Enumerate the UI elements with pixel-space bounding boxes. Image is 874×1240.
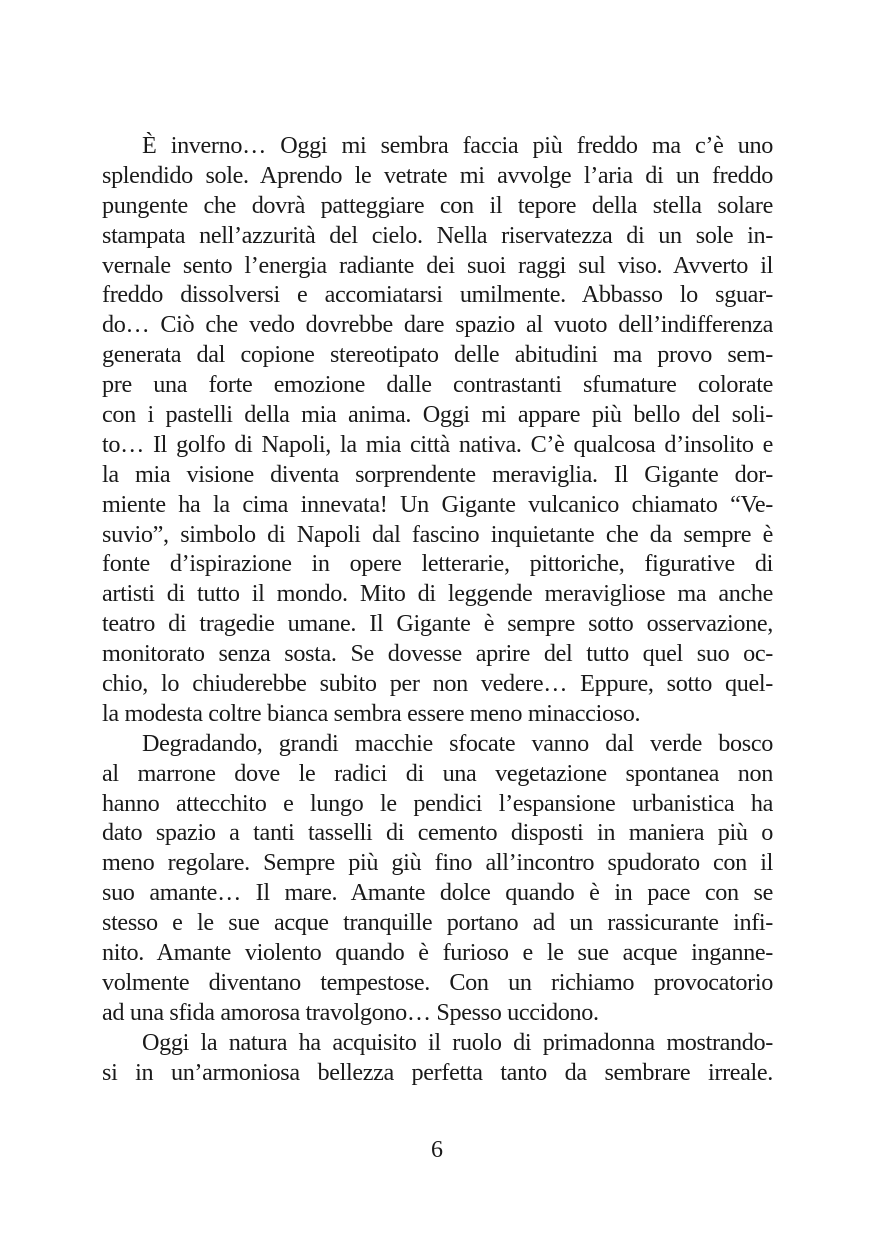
text-line: È inverno… Oggi mi sembra faccia più freddo ma c’è uno: [142, 132, 773, 159]
paragraph-1: [102, 131, 773, 729]
text-line: fonte d’ispirazione in opere letterarie, pittoriche, figurative di: [102, 550, 773, 578]
page-number: 6: [431, 1137, 443, 1163]
text-line: nito. Amante violento quando è furioso e le sue acque inganne-: [102, 939, 773, 967]
text-line: si in un’armoniosa bellezza perfetta tanto da sembrare irreale.: [102, 1058, 773, 1086]
text-line: la modesta coltre bianca sembra essere meno minaccioso.: [102, 699, 641, 727]
paragraph-2: [102, 729, 773, 1028]
text-line: vernale sento l’energia radiante dei suoi raggi sul viso. Avverto il: [102, 251, 773, 279]
text-line: Degradando, grandi macchie sfocate vanno dal verde bosco: [142, 729, 773, 757]
text-line: meno regolare. Sempre più giù fino all’incontro spudorato con il: [102, 849, 773, 877]
text-line: to… Il golfo di Napoli, la mia città nativa. C’è qualcosa d’insolito e: [102, 430, 773, 458]
text-line: dato spazio a tanti tasselli di cemento disposti in maniera più o: [102, 819, 773, 847]
text-line: miente ha la cima innevata! Un Gigante vulcanico chiamato “Ve-: [102, 490, 773, 518]
text-line: monitorato senza sosta. Se dovesse aprire del tutto quel suo oc-: [102, 640, 773, 668]
text-line: teatro di tragedie umane. Il Gigante è sempre sotto osservazione,: [102, 610, 773, 638]
text-line: generata dal copione stereotipato delle abitudini ma provo sem-: [102, 341, 773, 369]
text-line: stampata nell’azzurità del cielo. Nella riservatezza di un sole in-: [102, 221, 773, 249]
text-line: Oggi la natura ha acquisito il ruolo di primadonna mostrando-: [142, 1028, 773, 1056]
text-line: stesso e le sue acque tranquille portano ad un rassicurante infi-: [102, 909, 773, 937]
text-line: con i pastelli della mia anima. Oggi mi appare più bello del soli-: [102, 401, 773, 429]
text-line: la mia visione diventa sorprendente meraviglia. Il Gigante dor-: [102, 460, 773, 488]
text-line: volmente diventano tempestose. Con un richiamo provocatorio: [102, 968, 773, 996]
text-line: artisti di tutto il mondo. Mito di leggende meravigliose ma anche: [102, 580, 773, 608]
text-line: splendido sole. Aprendo le vetrate mi avvolge l’aria di un freddo: [102, 161, 773, 189]
text-line: suo amante… Il mare. Amante dolce quando è in pace con se: [102, 879, 773, 907]
body-text: [102, 131, 773, 1088]
text-line: al marrone dove le radici di una vegetazione spontanea non: [102, 759, 773, 787]
text-line: do… Ciò che vedo dovrebbe dare spazio al vuoto dell’indifferenza: [102, 311, 773, 339]
text-line: pre una forte emozione dalle contrastanti sfumature colorate: [102, 371, 773, 399]
paragraph-3: [102, 1028, 773, 1088]
text-line: ad una sfida amorosa travolgono… Spesso uccidono.: [102, 998, 599, 1026]
text-line: pungente che dovrà patteggiare con il tepore della stella solare: [102, 191, 773, 219]
text-line: suvio”, simbolo di Napoli dal fascino inquietante che da sempre è: [102, 520, 773, 548]
text-line: freddo dissolversi e accomiatarsi umilmente. Abbasso lo sguar-: [102, 281, 773, 309]
text-line: hanno attecchito e lungo le pendici l’espansione urbanistica ha: [102, 789, 773, 817]
text-line: chio, lo chiuderebbe subito per non vedere… Eppure, sotto quel-: [102, 670, 773, 698]
